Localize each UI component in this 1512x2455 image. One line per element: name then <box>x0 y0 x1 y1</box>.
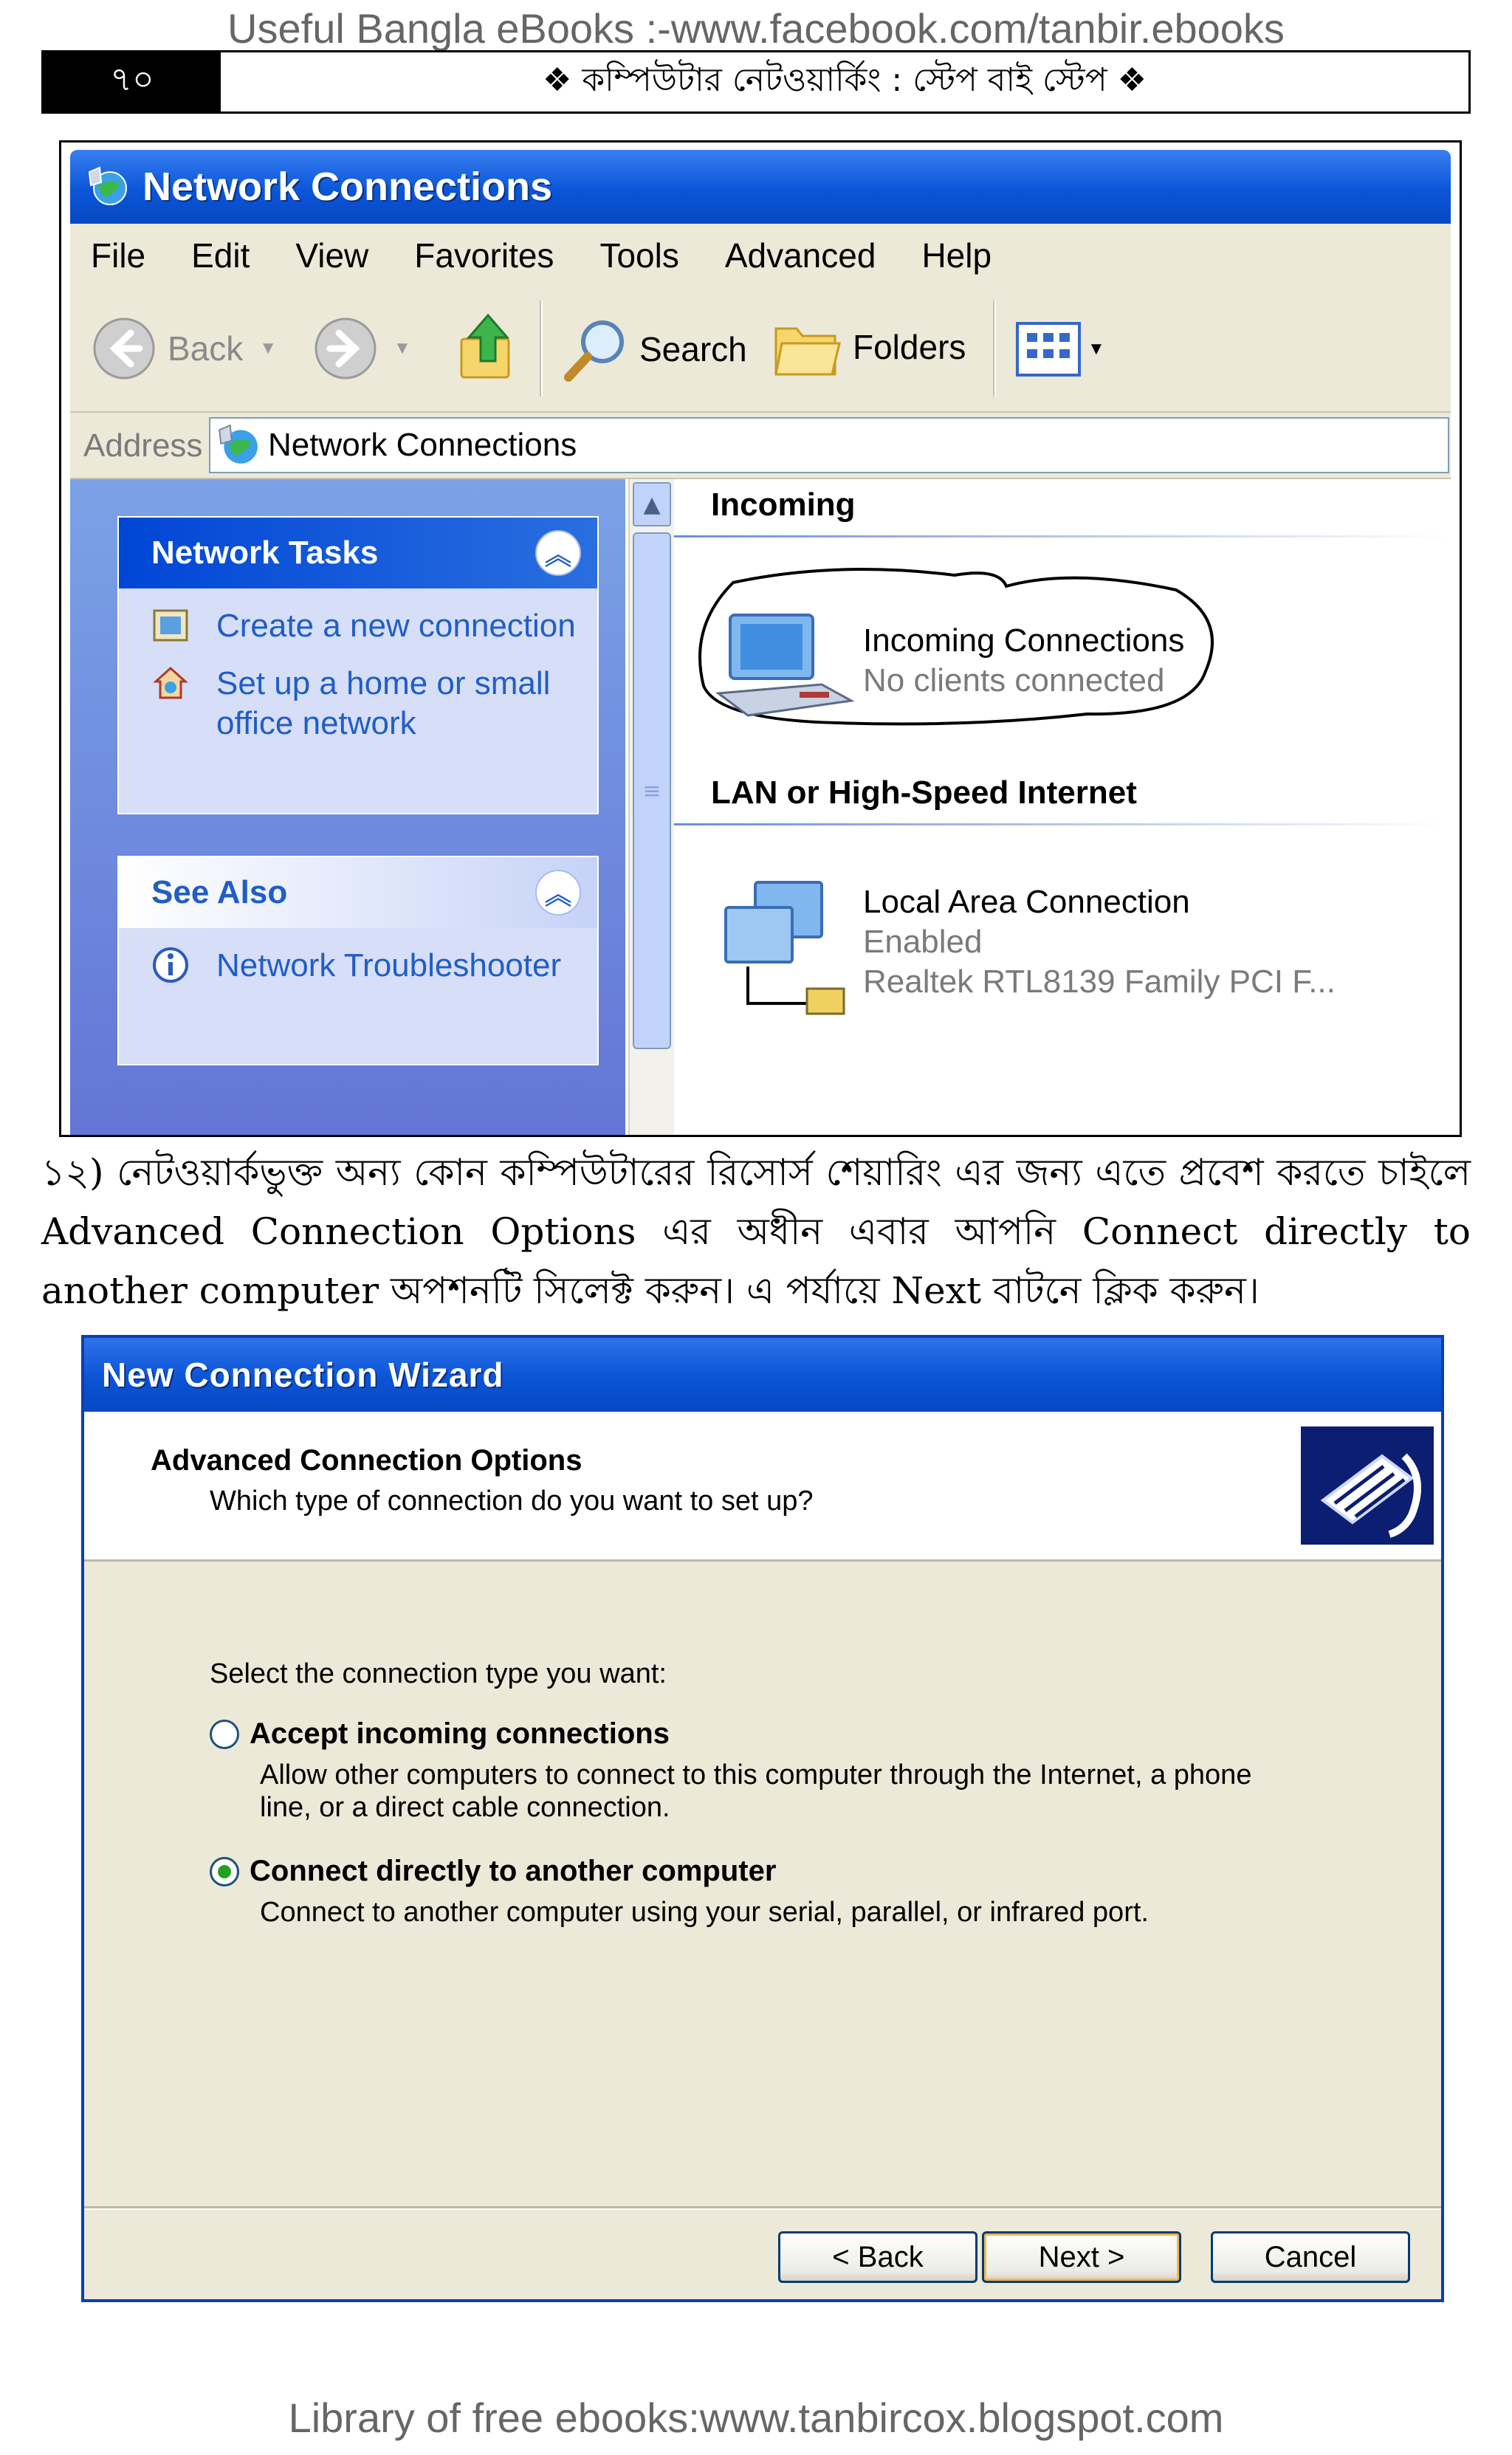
folders-button[interactable] <box>772 314 966 380</box>
lan-connection-name: Local Area Connection <box>863 884 1190 920</box>
next-button[interactable]: Next > <box>982 2231 1181 2283</box>
address-label: Address <box>83 428 203 464</box>
window-titlebar[interactable] <box>70 150 1451 224</box>
connection-type-prompt: Select the connection type you want: <box>210 1658 667 1689</box>
incoming-connections-status: No clients connected <box>863 662 1165 698</box>
forward-dropdown-icon[interactable]: ▼ <box>394 338 411 358</box>
collapse-chevron-icon[interactable]: ︽ <box>535 530 581 576</box>
troubleshooter-link[interactable] <box>151 946 597 986</box>
accept-incoming-radio[interactable] <box>210 1720 239 1749</box>
top-watermark: Useful Bangla eBooks :-www.facebook.com/tanbir.ebooks <box>227 5 1285 52</box>
network-globe-icon <box>215 422 261 468</box>
see-also-header[interactable] <box>119 857 597 928</box>
new-connection-icon <box>151 606 190 645</box>
menu-bar <box>70 224 1451 289</box>
page-header <box>41 50 1471 114</box>
lan-connection-status: Enabled <box>863 924 983 960</box>
incoming-connections-text <box>863 621 1184 701</box>
local-area-connection-text <box>863 882 1336 1002</box>
network-tasks-title: Network Tasks <box>151 535 379 571</box>
wizard-title: New Connection Wizard <box>102 1356 504 1394</box>
address-value: Network Connections <box>268 427 577 463</box>
network-globe-icon <box>85 165 129 209</box>
accept-incoming-description <box>260 1759 1251 1824</box>
scroll-up-icon[interactable]: ▲ <box>633 482 671 526</box>
create-connection-link[interactable] <box>151 606 597 646</box>
incoming-connections-item[interactable] <box>711 605 859 733</box>
group-divider <box>674 535 1451 538</box>
views-button[interactable] <box>1015 321 1105 377</box>
troubleshooter-label: Network Troubleshooter <box>216 947 562 983</box>
accept-incoming-label: Accept incoming connections <box>250 1717 670 1750</box>
forward-arrow-icon <box>314 317 377 380</box>
group-title-lan: LAN or High-Speed Internet <box>711 775 1137 811</box>
vertical-scrollbar[interactable] <box>628 479 676 1137</box>
forward-button[interactable] <box>314 317 411 380</box>
address-bar <box>70 413 1451 479</box>
back-dropdown-icon[interactable]: ▼ <box>259 338 278 358</box>
new-connection-wizard-window <box>81 1335 1444 2302</box>
wizard-logo <box>1301 1426 1434 1545</box>
wizard-header <box>84 1412 1441 1562</box>
back-label: Back <box>168 329 244 368</box>
see-also-title: See Also <box>151 874 288 910</box>
accept-incoming-option[interactable] <box>210 1717 670 1751</box>
lan-computers-icon <box>718 878 851 1018</box>
search-label: Search <box>639 330 747 368</box>
wizard-header-title: Advanced Connection Options <box>151 1444 583 1477</box>
network-tasks-panel <box>117 516 599 814</box>
menu-favorites[interactable]: Favorites <box>414 236 554 275</box>
accept-incoming-desc-line1: Allow other computers to connect to this computer through the Internet, a phone <box>260 1759 1252 1790</box>
collapse-chevron-icon[interactable]: ︽ <box>535 870 581 916</box>
toolbar-separator <box>993 301 996 396</box>
menu-advanced[interactable]: Advanced <box>724 236 876 275</box>
network-connections-window <box>59 140 1462 1137</box>
toolbar-separator <box>540 301 543 396</box>
info-icon <box>151 946 190 984</box>
connect-directly-label: Connect directly to another computer <box>250 1855 777 1887</box>
content-pane <box>674 479 1451 1137</box>
local-area-connection-item[interactable] <box>718 878 851 1021</box>
group-title-incoming: Incoming <box>711 487 856 523</box>
lan-connection-device: Realtek RTL8139 Family PCI F... <box>863 964 1336 1000</box>
network-tasks-header[interactable] <box>119 518 597 588</box>
wizard-footer-divider <box>84 2206 1441 2210</box>
address-field[interactable] <box>209 417 1449 473</box>
connect-directly-option[interactable] <box>210 1855 776 1888</box>
menu-help[interactable]: Help <box>921 236 992 275</box>
home-network-label: Set up a home or small office network <box>216 665 551 741</box>
task-pane <box>70 479 625 1137</box>
see-also-panel <box>117 856 599 1065</box>
up-folder-icon <box>454 309 520 383</box>
book-title: ❖ কম্পিউটার নেটওয়ার্কিং : স্টেপ বাই স্টেপ ❖ <box>542 61 1147 99</box>
up-folder-button[interactable] <box>454 309 520 383</box>
search-button[interactable] <box>561 314 747 385</box>
network-cable-icon <box>1301 1426 1434 1545</box>
toolbar <box>70 287 1451 413</box>
instruction-paragraph: ১২) নেটওয়ার্কভুক্ত অন্য কোন কম্পিউটারের রিসোর্স শেয়ারিং এর জন্য এতে প্রবেশ করতে চাইলে Advanced Connection Options এর অধীন এবার আপনি Connect directly to another computer অপশনটি সিলেক্ট করুন। এ পর্যায়ে Next বাটনে ক্লিক করুন। <box>41 1151 1471 1312</box>
home-network-link[interactable] <box>151 664 597 744</box>
radio-selected-dot <box>218 1865 231 1878</box>
accept-incoming-desc-line2: line, or a direct cable connection. <box>260 1792 670 1823</box>
views-icon <box>1015 321 1082 377</box>
page-number: ৭০ <box>44 52 221 111</box>
home-network-icon <box>151 664 190 702</box>
menu-tools[interactable]: Tools <box>599 236 679 275</box>
create-connection-label: Create a new connection <box>216 608 576 644</box>
bottom-watermark: Library of free ebooks:www.tanbircox.blogspot.com <box>288 2394 1224 2441</box>
back-button[interactable] <box>92 317 277 380</box>
connect-directly-description: Connect to another computer using your serial, parallel, or infrared port. <box>260 1897 1149 1928</box>
incoming-connections-name: Incoming Connections <box>863 622 1185 659</box>
menu-file[interactable]: File <box>91 236 146 275</box>
back-button[interactable]: < Back <box>778 2231 977 2283</box>
cancel-button[interactable]: Cancel <box>1211 2231 1410 2283</box>
incoming-computer-icon <box>711 605 859 730</box>
back-arrow-icon <box>92 317 156 380</box>
scroll-thumb[interactable]: ≡ <box>633 532 671 1049</box>
menu-view[interactable]: View <box>295 236 369 275</box>
views-dropdown-icon[interactable]: ▼ <box>1087 339 1105 359</box>
menu-edit[interactable]: Edit <box>191 236 250 275</box>
search-icon <box>561 314 632 385</box>
window-title: Network Connections <box>142 165 553 209</box>
wizard-titlebar[interactable] <box>84 1338 1441 1412</box>
group-divider <box>674 823 1451 825</box>
folders-label: Folders <box>853 328 966 366</box>
folders-icon <box>772 314 842 380</box>
wizard-header-subtitle: Which type of connection do you want to set up? <box>210 1486 814 1517</box>
connect-directly-radio[interactable] <box>210 1857 239 1886</box>
